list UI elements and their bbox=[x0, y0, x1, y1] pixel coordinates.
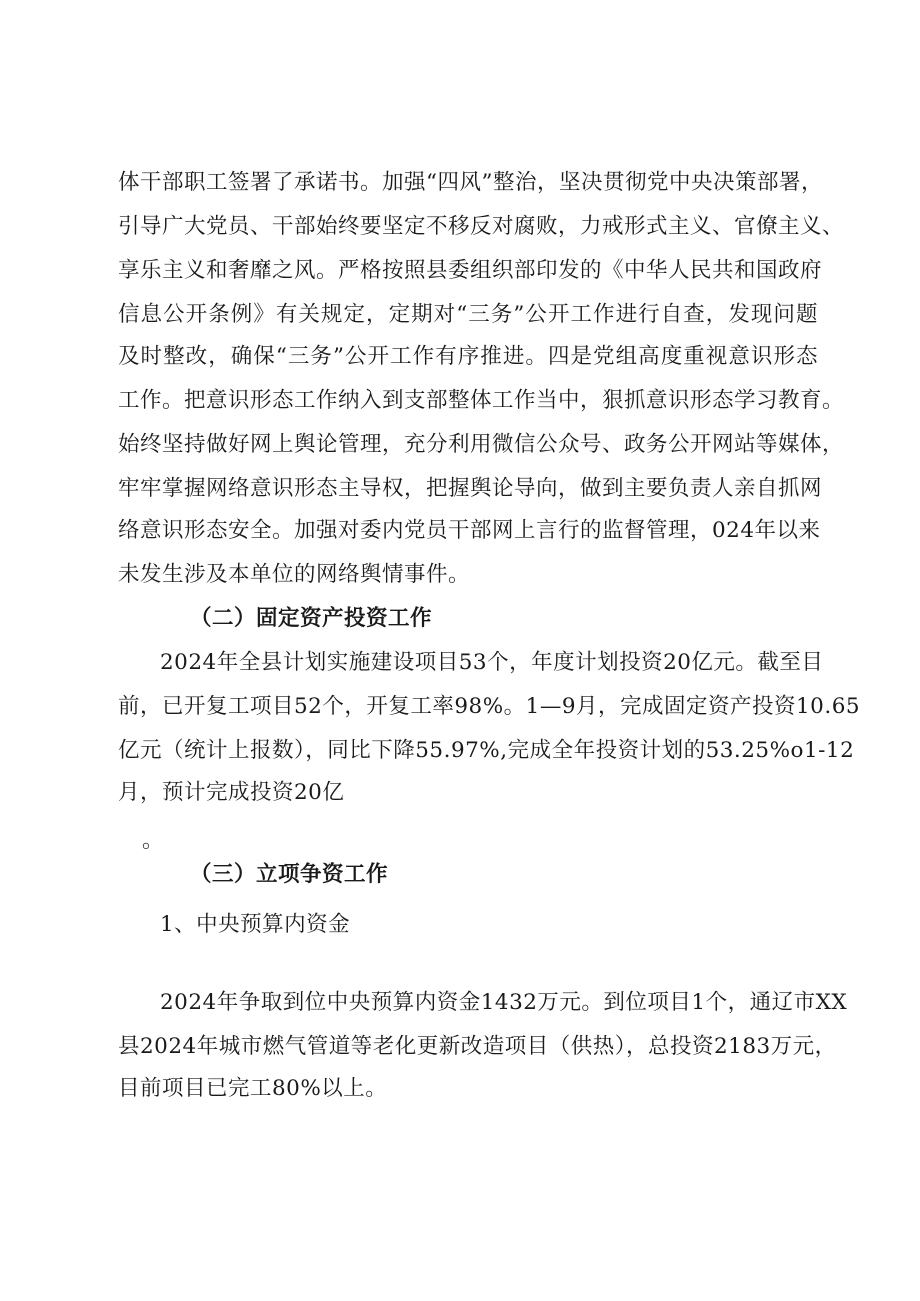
paragraph-line: 前，已开复工项目52个，开复工率98%。1—9月，完成固定资产投资10.65 bbox=[118, 694, 861, 719]
paragraph-line: 目前项目已完工80%以上。 bbox=[118, 1076, 388, 1101]
paragraph-line: 引导广大党员、干部始终要坚定不移反对腐败，力戒形式主义、官僚主义、 bbox=[118, 214, 845, 239]
section-heading-project-funding: （三）立项争资工作 bbox=[190, 862, 389, 887]
paragraph-line: 2024年争取到位中央预算内资金1432万元。到位项目1个，通辽市XX bbox=[160, 990, 848, 1015]
paragraph-line: 牢牢掌握网络意识形态主导权，把握舆论导向，做到主要负责人亲自抓网 bbox=[118, 476, 823, 501]
subsection-heading-central-budget: 1、中央预算内资金 bbox=[160, 912, 351, 937]
paragraph-line: 2024年全县计划实施建设项目53个，年度计划投资20亿元。截至目 bbox=[160, 650, 824, 675]
paragraph-line: 始终坚持做好网上舆论管理，充分利用微信公众号、政务公开网站等媒体， bbox=[118, 432, 845, 457]
paragraph-line: 未发生涉及本单位的网络舆情事件。 bbox=[118, 562, 471, 587]
paragraph-line: 工作。把意识形态工作纳入到支部整体工作当中，狠抓意识形态学习教育。 bbox=[118, 388, 845, 413]
section-heading-fixed-asset: （二）固定资产投资工作 bbox=[190, 606, 433, 631]
trailing-period: 。 bbox=[142, 828, 164, 853]
paragraph-line: 信息公开条例》有关规定，定期对“三务”公开工作进行自查，发现问题 bbox=[118, 302, 818, 327]
paragraph-line: 享乐主义和奢靡之风。严格按照县委组织部印发的《中华人民共和国政府 bbox=[118, 258, 823, 283]
paragraph-line: 络意识形态安全。加强对委内党员干部网上言行的监督管理，024年以来 bbox=[118, 518, 821, 543]
paragraph-line: 及时整改，确保“三务”公开工作有序推进。四是党组高度重视意识形态 bbox=[118, 344, 818, 369]
paragraph-line: 县2024年城市燃气管道等老化更新改造项目（供热），总投资2183万元， bbox=[118, 1034, 837, 1059]
paragraph-line: 亿元（统计上报数），同比下降55.97%,完成全年投资计划的53.25%o1-12 bbox=[118, 738, 855, 763]
paragraph-line: 体干部职工签署了承诺书。加强“四风”整治，坚决贯彻党中央决策部署， bbox=[118, 170, 823, 195]
paragraph-line: 月，预计完成投资20亿 bbox=[118, 780, 345, 805]
